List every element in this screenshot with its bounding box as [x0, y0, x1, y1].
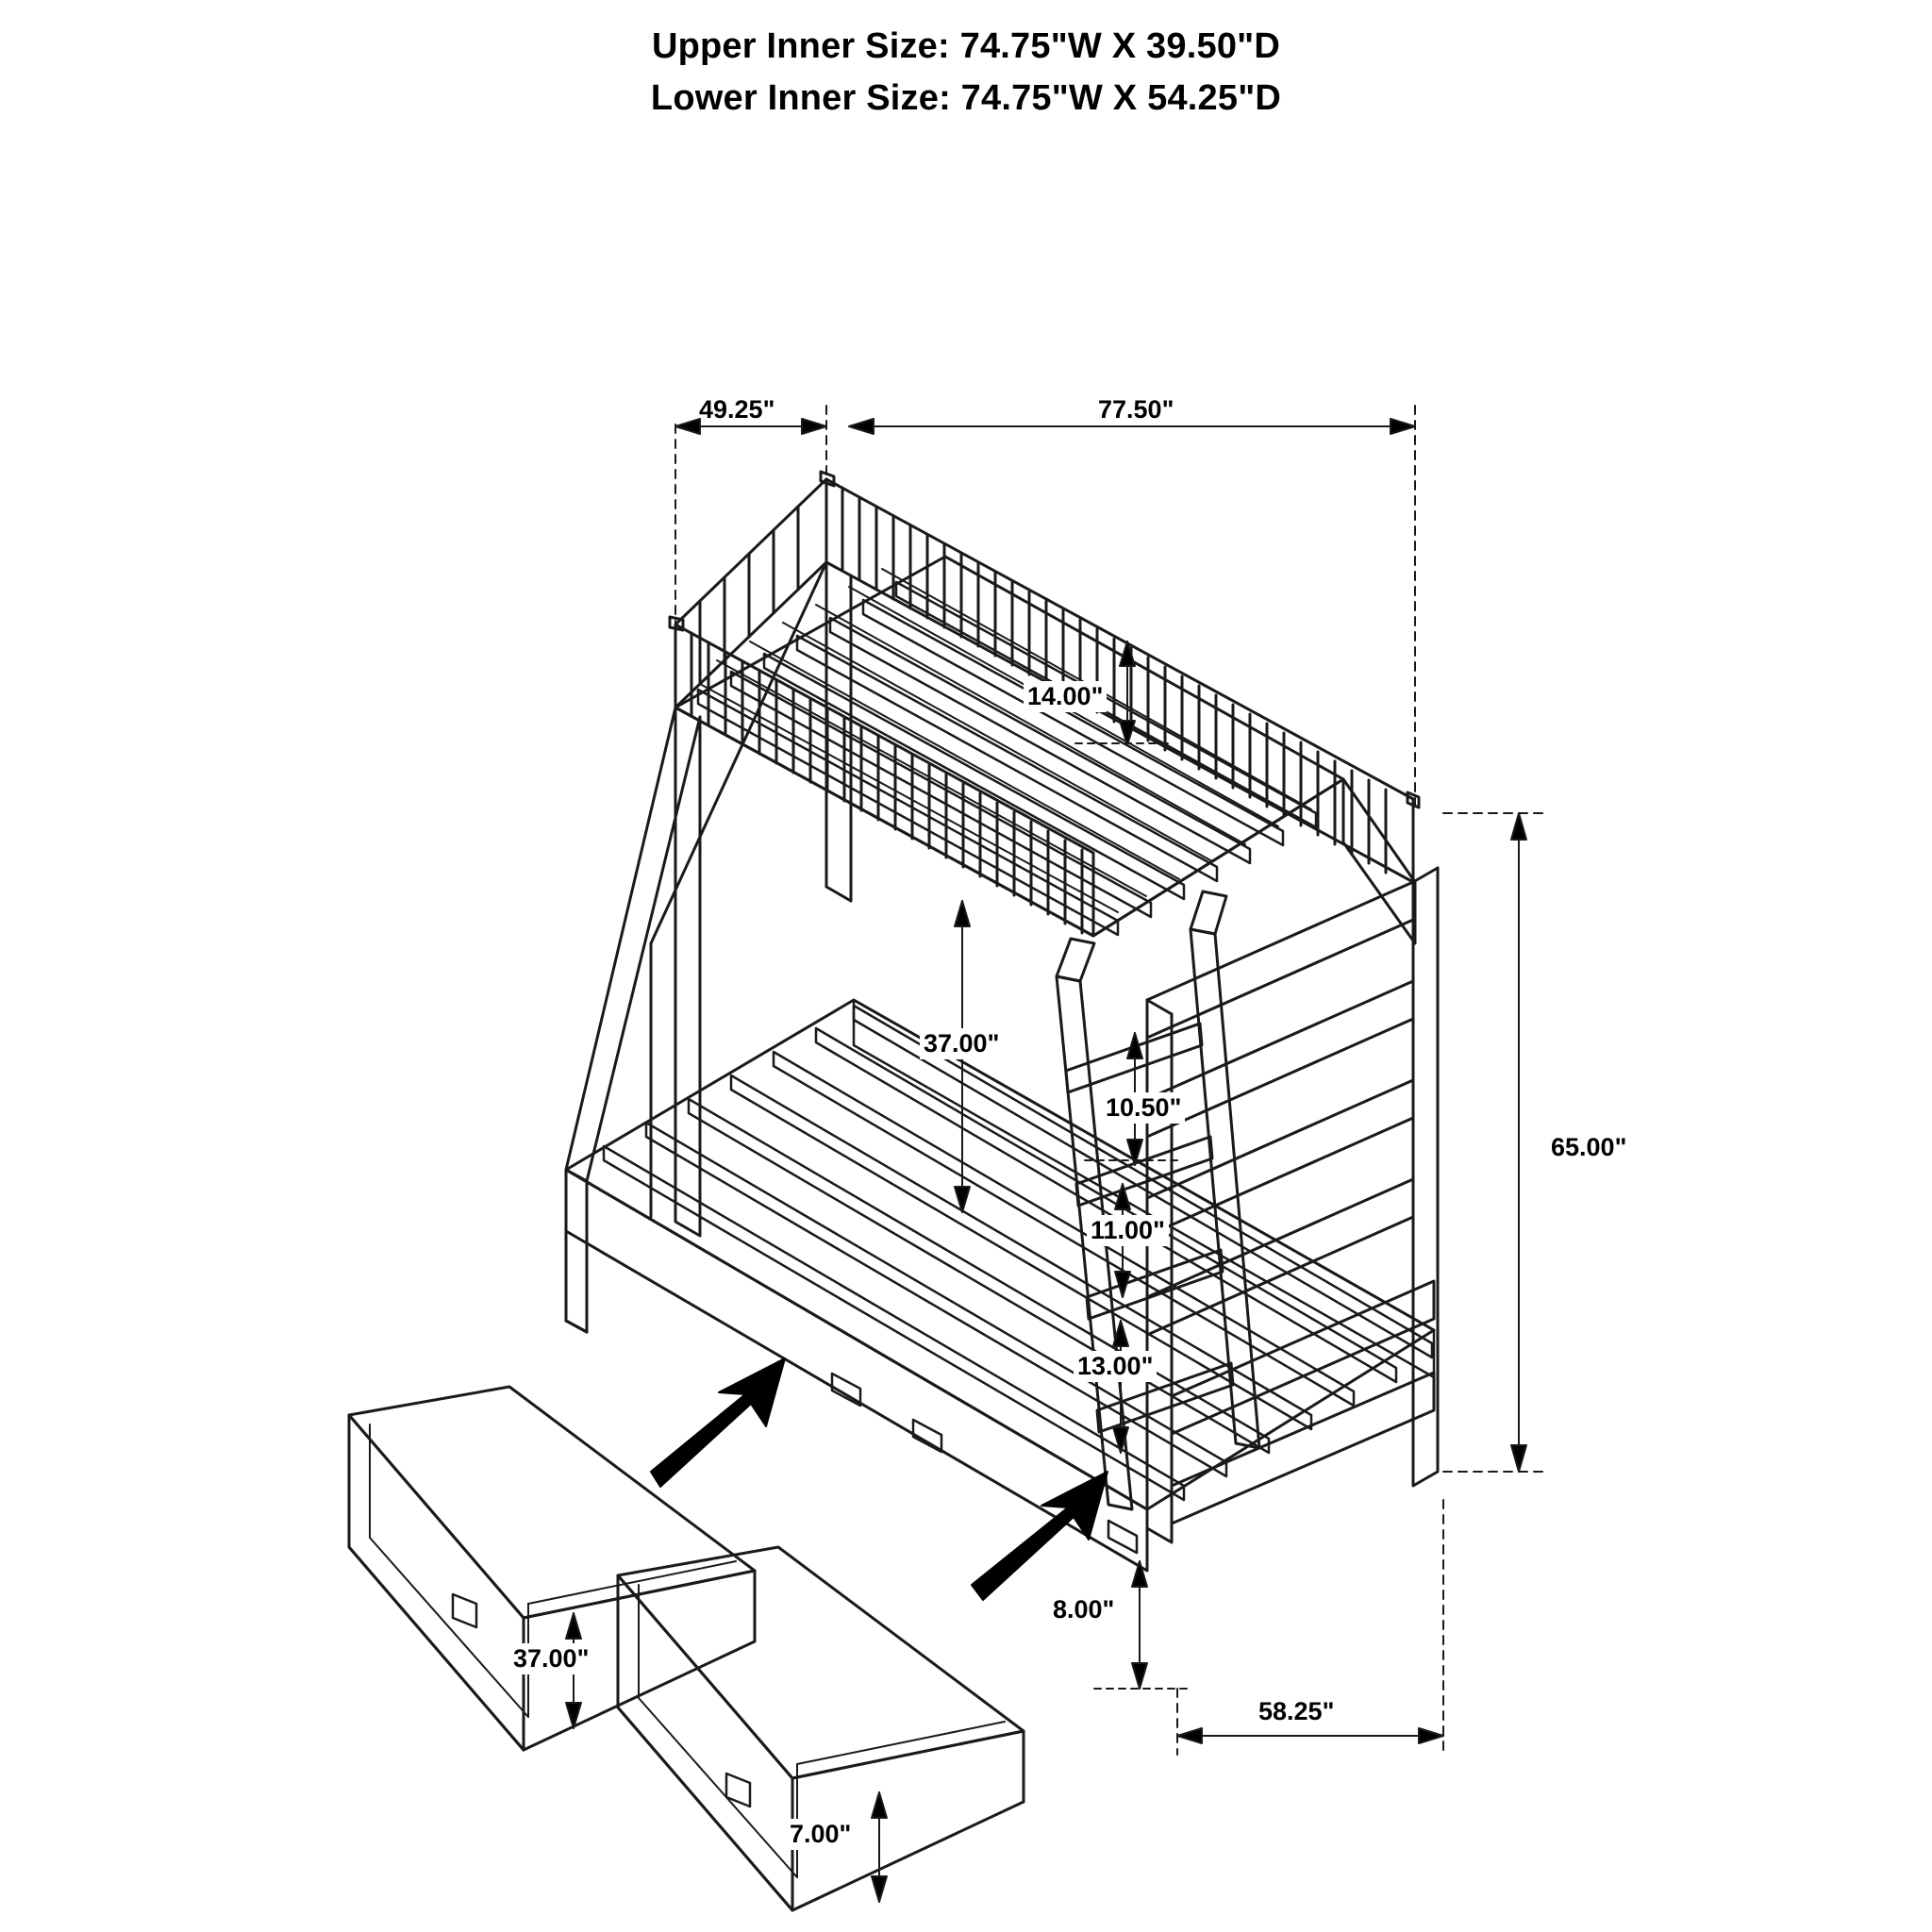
dimension-lines: [566, 406, 1547, 1902]
lower-inner-size-label: Lower Inner Size: 74.75"W X 54.25"D: [650, 78, 1282, 119]
upper-bunk-slats: [698, 582, 1316, 935]
storage-drawer-right: [618, 1547, 1024, 1910]
dimension-label-58-25: 58.25": [1258, 1697, 1335, 1725]
upper-inner-size-label: Upper Inner Size: 74.75"W X 39.50"D: [651, 26, 1281, 66]
dimension-label-13-00: 13.00": [1074, 1351, 1157, 1382]
dimension-label-drawer-37-00: 37.00": [509, 1643, 592, 1674]
lower-bed-head-frame: [566, 562, 826, 1332]
dimension-label-drawer-7-00: 7.00": [786, 1819, 855, 1850]
lower-bunk-slat-platform: [566, 1000, 1434, 1509]
dimension-label-11-00: 11.00": [1087, 1215, 1169, 1246]
lower-bunk-front-rail: [566, 1170, 1147, 1571]
dimension-label-49-25: 49.25": [699, 395, 775, 424]
dimension-label-14-00: 14.00": [1024, 681, 1107, 712]
upper-bunk-head-guardrail: [675, 479, 826, 708]
dimension-label-77-50: 77.50": [1098, 395, 1174, 424]
dimension-label-37-00: 37.00": [920, 1028, 1003, 1059]
dimension-label-8-00: 8.00": [1049, 1594, 1118, 1625]
dimension-label-10-50: 10.50": [1102, 1092, 1185, 1124]
dimension-label-65-00: 65.00": [1551, 1133, 1627, 1161]
